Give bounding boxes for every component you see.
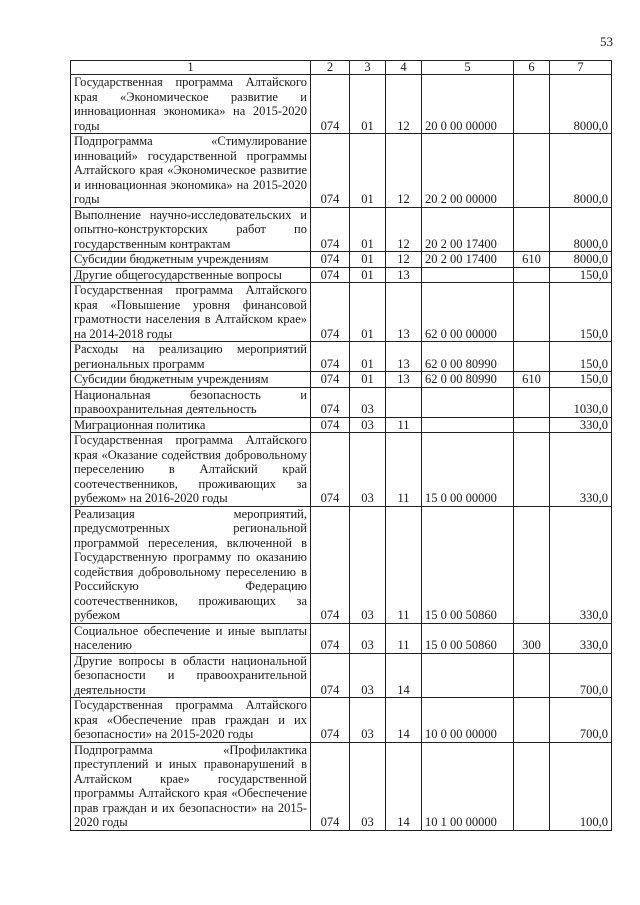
- row-csr-cell: 20 2 00 17400: [422, 207, 514, 252]
- row-name-cell: Субсидии бюджетным учреждениям: [71, 252, 311, 268]
- row-pr-cell: [386, 387, 422, 417]
- row-pr-cell: 12: [386, 207, 422, 252]
- row-ved-cell: 074: [311, 372, 350, 388]
- header-col-3: 3: [350, 61, 386, 75]
- header-col-1: 1: [71, 61, 311, 75]
- row-pr-cell: 12: [386, 252, 422, 268]
- row-sum-cell: 150,0: [550, 267, 612, 283]
- row-csr-cell: 10 1 00 00000: [422, 742, 514, 830]
- row-name-cell: Другие общегосударственные вопросы: [71, 267, 311, 283]
- row-pr-cell: 11: [386, 433, 422, 507]
- row-vr-cell: [514, 653, 550, 698]
- row-sum-cell: 330,0: [550, 623, 612, 653]
- row-name-cell: Подпрограмма «Стимулирование инноваций» государственной программы Алтайского края «Экономическое развитие и инновационная экономика» на 2015-2020 годы: [71, 134, 311, 208]
- table-header: [71, 61, 612, 75]
- table-row: [71, 75, 612, 134]
- row-pr-cell: 14: [386, 742, 422, 830]
- table-row: [71, 387, 612, 417]
- row-ved-cell: 074: [311, 134, 350, 208]
- row-ved-cell: 074: [311, 417, 350, 433]
- row-name-cell: Национальная безопасность и правоохранительная деятельность: [71, 387, 311, 417]
- row-vr-cell: [514, 267, 550, 283]
- row-csr-cell: 62 0 00 80990: [422, 342, 514, 372]
- row-pr-cell: 12: [386, 134, 422, 208]
- row-csr-cell: 15 0 00 50860: [422, 506, 514, 623]
- row-pr-cell: 13: [386, 283, 422, 342]
- header-col-7: 7: [550, 61, 612, 75]
- table-row: [71, 698, 612, 743]
- row-ved-cell: 074: [311, 267, 350, 283]
- row-sum-cell: 8000,0: [550, 75, 612, 134]
- row-rz-cell: 03: [350, 506, 386, 623]
- row-pr-cell: 13: [386, 342, 422, 372]
- row-ved-cell: 074: [311, 742, 350, 830]
- row-vr-cell: [514, 698, 550, 743]
- row-name-cell: Государственная программа Алтайского края «Повышение уровня финансовой грамотности населения в Алтайском крае» на 2014-2018 годы: [71, 283, 311, 342]
- row-ved-cell: 074: [311, 342, 350, 372]
- row-vr-cell: [514, 417, 550, 433]
- row-rz-cell: 01: [350, 283, 386, 342]
- row-sum-cell: 150,0: [550, 342, 612, 372]
- row-name-cell: Реализация мероприятий, предусмотренных региональной программой переселения, включенной в Государственную программу по оказанию содействия добровольному переселению в Российскую Федерацию соотечественников, проживающих за рубежом: [71, 506, 311, 623]
- row-sum-cell: 330,0: [550, 433, 612, 507]
- page-number: 53: [600, 34, 613, 49]
- row-vr-cell: [514, 134, 550, 208]
- row-rz-cell: 01: [350, 267, 386, 283]
- row-sum-cell: 330,0: [550, 417, 612, 433]
- table-row: [71, 283, 612, 342]
- row-name-cell: Подпрограмма «Профилактика преступлений и иных правонарушений в Алтайском крае» государственной программы Алтайского края «Обеспечение прав граждан и их безопасности» на 2015-2020 годы: [71, 742, 311, 830]
- row-name-cell: Государственная программа Алтайского края «Оказание содействия добровольному переселению в Алтайский край соотечественников, проживающих за рубежом» на 2016-2020 годы: [71, 433, 311, 507]
- row-ved-cell: 074: [311, 387, 350, 417]
- header-col-2: 2: [311, 61, 350, 75]
- row-rz-cell: 03: [350, 742, 386, 830]
- row-csr-cell: 15 0 00 50860: [422, 623, 514, 653]
- row-pr-cell: 11: [386, 623, 422, 653]
- row-rz-cell: 03: [350, 698, 386, 743]
- table-row: [71, 252, 612, 268]
- row-csr-cell: 15 0 00 00000: [422, 433, 514, 507]
- row-rz-cell: 01: [350, 134, 386, 208]
- row-csr-cell: 62 0 00 00000: [422, 283, 514, 342]
- row-rz-cell: 01: [350, 372, 386, 388]
- row-sum-cell: 700,0: [550, 698, 612, 743]
- table-row: [71, 653, 612, 698]
- row-sum-cell: 8000,0: [550, 252, 612, 268]
- table-row: [71, 372, 612, 388]
- row-vr-cell: [514, 342, 550, 372]
- row-ved-cell: 074: [311, 698, 350, 743]
- row-rz-cell: 01: [350, 207, 386, 252]
- row-vr-cell: [514, 387, 550, 417]
- row-name-cell: Социальное обеспечение и иные выплаты населению: [71, 623, 311, 653]
- row-rz-cell: 03: [350, 387, 386, 417]
- table-row: [71, 207, 612, 252]
- row-ved-cell: 074: [311, 252, 350, 268]
- row-ved-cell: 074: [311, 506, 350, 623]
- row-ved-cell: 074: [311, 433, 350, 507]
- row-pr-cell: 13: [386, 267, 422, 283]
- budget-table: [70, 60, 612, 831]
- row-csr-cell: 20 2 00 00000: [422, 134, 514, 208]
- row-name-cell: Субсидии бюджетным учреждениям: [71, 372, 311, 388]
- row-vr-cell: [514, 433, 550, 507]
- row-sum-cell: 330,0: [550, 506, 612, 623]
- row-name-cell: Выполнение научно-исследовательских и опытно-конструкторских работ по государственным контрактам: [71, 207, 311, 252]
- row-pr-cell: 14: [386, 698, 422, 743]
- table-row: [71, 506, 612, 623]
- table-row: [71, 433, 612, 507]
- table-row: [71, 134, 612, 208]
- row-sum-cell: 150,0: [550, 283, 612, 342]
- row-vr-cell: [514, 506, 550, 623]
- row-ved-cell: 074: [311, 207, 350, 252]
- row-pr-cell: 12: [386, 75, 422, 134]
- row-vr-cell: 610: [514, 252, 550, 268]
- row-csr-cell: [422, 653, 514, 698]
- row-name-cell: Государственная программа Алтайского края «Обеспечение прав граждан и их безопасности» на 2015-2020 годы: [71, 698, 311, 743]
- header-col-6: 6: [514, 61, 550, 75]
- row-csr-cell: 20 2 00 17400: [422, 252, 514, 268]
- table-row: [71, 623, 612, 653]
- row-sum-cell: 1030,0: [550, 387, 612, 417]
- row-ved-cell: 074: [311, 653, 350, 698]
- row-sum-cell: 150,0: [550, 372, 612, 388]
- header-row: [71, 61, 612, 75]
- table-row: [71, 342, 612, 372]
- row-pr-cell: 11: [386, 417, 422, 433]
- row-sum-cell: 100,0: [550, 742, 612, 830]
- row-csr-cell: [422, 387, 514, 417]
- row-rz-cell: 03: [350, 623, 386, 653]
- row-ved-cell: 074: [311, 75, 350, 134]
- row-csr-cell: 10 0 00 00000: [422, 698, 514, 743]
- header-col-4: 4: [386, 61, 422, 75]
- row-ved-cell: 074: [311, 283, 350, 342]
- table-row: [71, 267, 612, 283]
- table-row: [71, 742, 612, 830]
- row-sum-cell: 8000,0: [550, 134, 612, 208]
- row-rz-cell: 01: [350, 75, 386, 134]
- row-csr-cell: [422, 267, 514, 283]
- row-name-cell: Миграционная политика: [71, 417, 311, 433]
- row-name-cell: Государственная программа Алтайского края «Экономическое развитие и инновационная экономика» на 2015-2020 годы: [71, 75, 311, 134]
- row-vr-cell: [514, 75, 550, 134]
- row-vr-cell: 610: [514, 372, 550, 388]
- row-vr-cell: [514, 207, 550, 252]
- row-csr-cell: 20 0 00 00000: [422, 75, 514, 134]
- row-rz-cell: 03: [350, 417, 386, 433]
- row-pr-cell: 13: [386, 372, 422, 388]
- row-vr-cell: 300: [514, 623, 550, 653]
- row-ved-cell: 074: [311, 623, 350, 653]
- table-body: [71, 75, 612, 831]
- row-csr-cell: [422, 417, 514, 433]
- header-col-5: 5: [422, 61, 514, 75]
- row-name-cell: Другие вопросы в области национальной безопасности и правоохранительной деятельности: [71, 653, 311, 698]
- row-csr-cell: 62 0 00 80990: [422, 372, 514, 388]
- row-name-cell: Расходы на реализацию мероприятий региональных программ: [71, 342, 311, 372]
- row-pr-cell: 14: [386, 653, 422, 698]
- row-vr-cell: [514, 283, 550, 342]
- row-rz-cell: 01: [350, 342, 386, 372]
- row-rz-cell: 01: [350, 252, 386, 268]
- row-vr-cell: [514, 742, 550, 830]
- table-row: [71, 417, 612, 433]
- row-pr-cell: 11: [386, 506, 422, 623]
- row-sum-cell: 8000,0: [550, 207, 612, 252]
- row-sum-cell: 700,0: [550, 653, 612, 698]
- row-rz-cell: 03: [350, 433, 386, 507]
- row-rz-cell: 03: [350, 653, 386, 698]
